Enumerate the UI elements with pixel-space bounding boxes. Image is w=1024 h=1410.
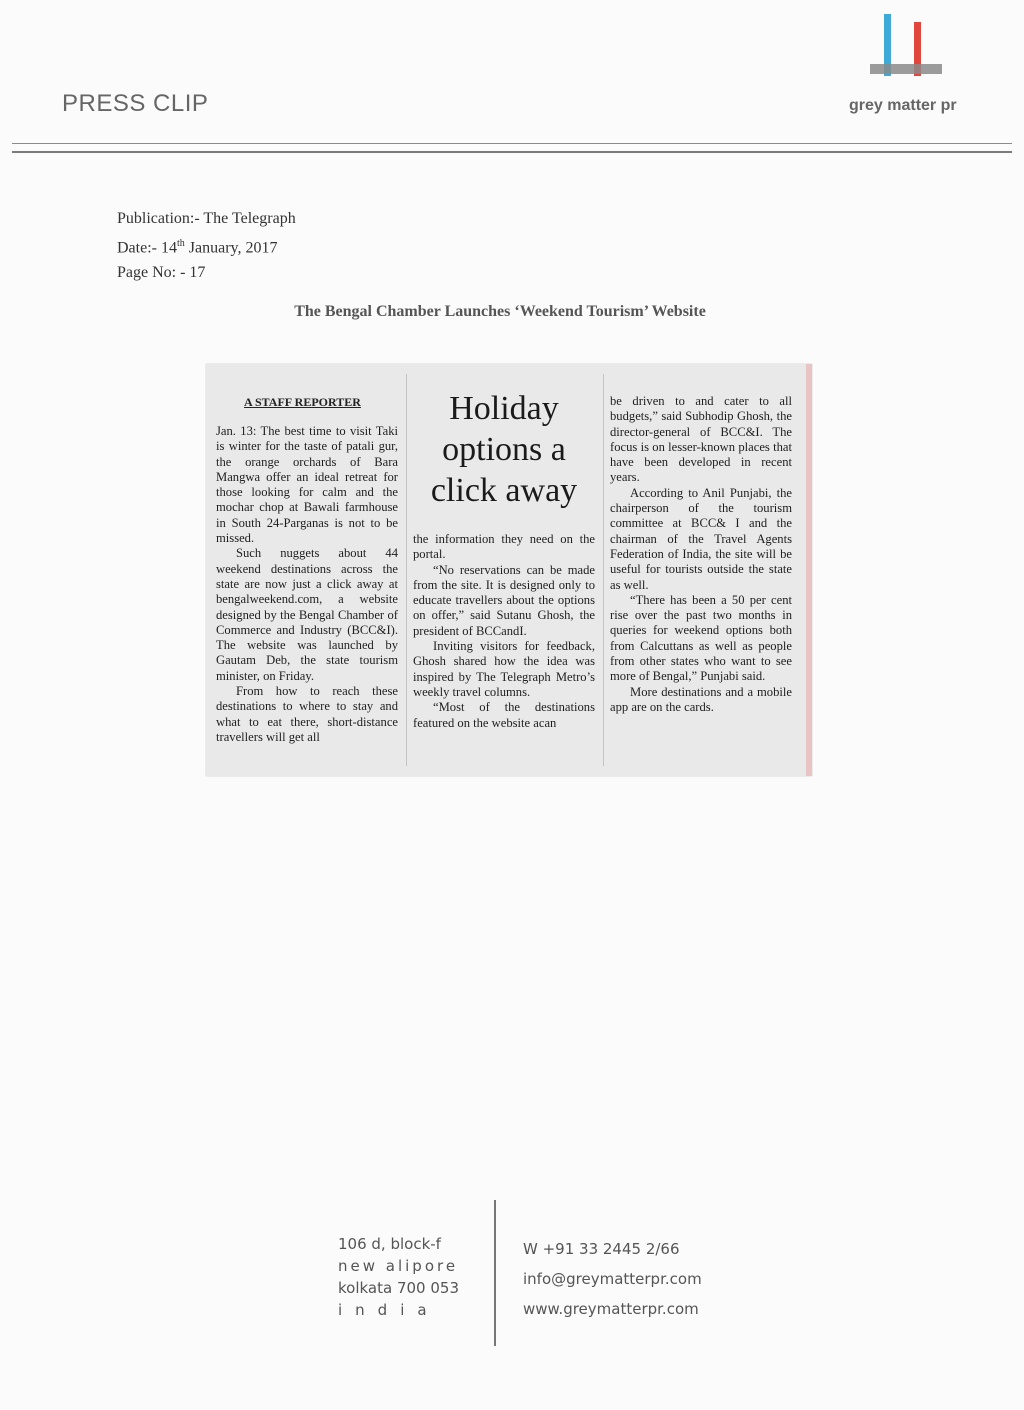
paragraph: Such nuggets about 44 weekend destinations across the state are now just a click away at bengalweekend.com, a website designed by the Bengal Chamber of Commerce and Industry (BCC&I). The website was launched by Gautam Deb, the state tourism minister, on Friday.: [216, 546, 398, 683]
paragraph: Inviting visitors for feedback, Ghosh shared how the idea was inspired by The Telegraph Metro’s weekly travel columns.: [413, 639, 595, 699]
header-rule: [12, 143, 1012, 144]
byline: A STAFF REPORTER: [244, 395, 361, 409]
footer-divider: [494, 1200, 496, 1346]
date-line: Date:- 14th January, 2017: [117, 238, 278, 257]
email-link[interactable]: info@greymatterpr.com: [523, 1270, 702, 1288]
phone-number: W +91 33 2445 2/66: [523, 1240, 680, 1258]
page-line: Page No: - 17: [117, 264, 206, 282]
paragraph: the information they need on the portal.: [413, 532, 595, 562]
paragraph: From how to reach these destinations to where to stay and what to eat there, short-distance travellers will get all: [216, 684, 398, 744]
header-rule-thick: [12, 151, 1012, 153]
paragraph: Jan. 13: The best time to visit Taki is winter for the taste of patali gur, the orange orchards of Bara Mangwa offer an ideal retreat for those looking for calm and the mochar chop at Bawali farmhouse in South 24-Parganas is not to be missed.: [216, 424, 398, 546]
page-title: PRESS CLIP: [62, 90, 209, 117]
article-column-1: [216, 424, 398, 745]
paragraph: be driven to and cater to all budgets,” said Subhodip Ghosh, the director-general of BCC&I. The focus is on lesser-known places that have been developed in recent years.: [610, 394, 792, 485]
paragraph: “There has been a 50 per cent rise over the past two months in queries for weekend options both from Calcuttans as well as people from other states who want to see more of Bengal,” Punjabi said.: [610, 592, 792, 684]
publication-meta: [117, 206, 296, 285]
website-link[interactable]: www.greymatterpr.com: [523, 1300, 699, 1318]
article-column-3: [610, 394, 792, 715]
paragraph: “Most of the destinations featured on the website acan: [413, 700, 595, 730]
clip-caption: The Bengal Chamber Launches ‘Weekend Tourism’ Website: [294, 303, 706, 320]
column-divider: [406, 374, 407, 766]
paragraph: More destinations and a mobile app are on the cards.: [610, 684, 792, 714]
greymatter-logo-icon: [866, 8, 946, 88]
paragraph: According to Anil Punjabi, the chairperson of the tourism committee at BCC& I and the chairman of the Travel Agents Federation of India, the site will be useful for tourists outside the state as well.: [610, 485, 792, 592]
headline: Holiday options a click away: [430, 390, 578, 509]
brand-name: grey matter pr: [849, 97, 957, 114]
paragraph: “No reservations can be made from the site. It is designed only to educate travellers about the options on offer,” said Sutanu Ghosh, the president of BCCandI.: [413, 562, 595, 638]
article-column-2: [413, 532, 595, 731]
footer-contact: [523, 1234, 702, 1324]
footer-address: 106 d, block-f new alipore kolkata 700 053 india: [338, 1235, 459, 1319]
column-divider: [603, 374, 604, 766]
publication-line: Publication:- The Telegraph: [117, 210, 296, 227]
newspaper-clipping: [206, 364, 812, 776]
